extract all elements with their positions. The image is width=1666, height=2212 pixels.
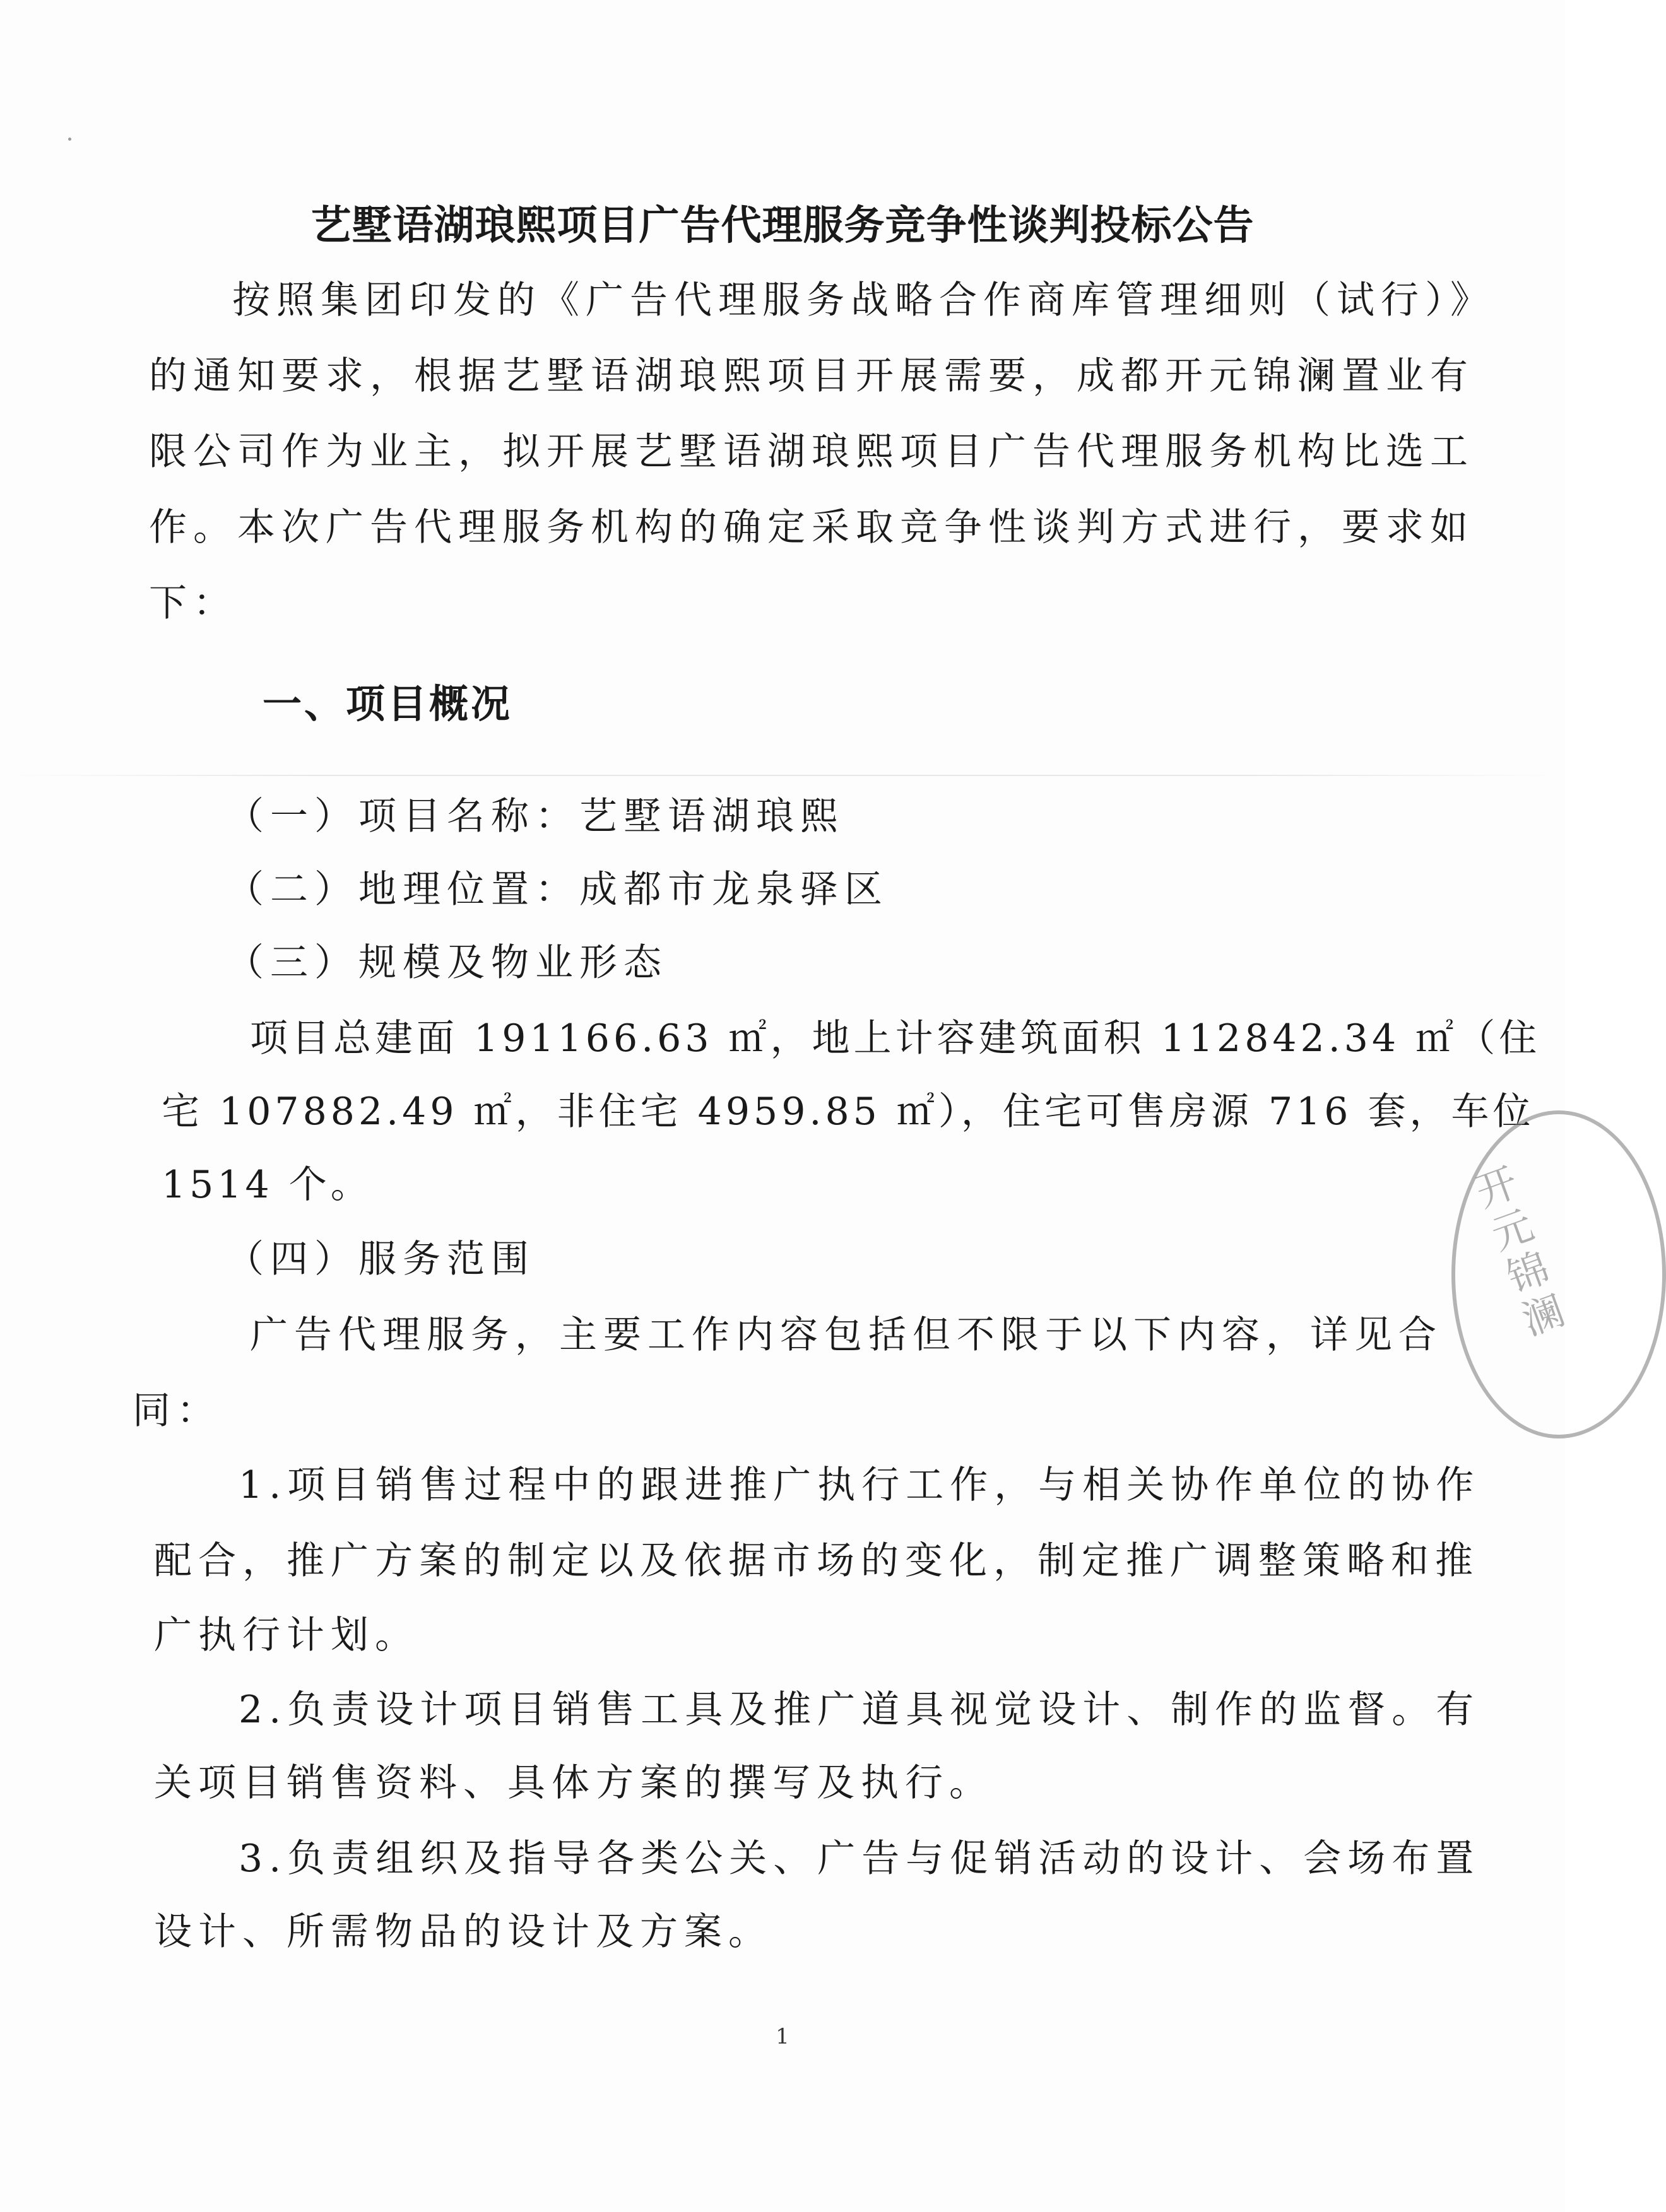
intro-line-3: 限公司作为业主，拟开展艺墅语湖琅熙项目广告代理服务机构比选工 xyxy=(149,430,1474,474)
scale-line-3: 1514 个。 xyxy=(162,1163,372,1207)
item-location: （二）地理位置：成都市龙泉驿区 xyxy=(226,868,889,912)
point-2-line-2: 关项目销售资料、具体方案的撰写及执行。 xyxy=(154,1761,993,1805)
page-number: 1 xyxy=(776,2024,789,2049)
item-scale-heading: （三）规模及物业形态 xyxy=(226,941,668,985)
item-project-name: （一）项目名称：艺墅语湖琅熙 xyxy=(226,794,844,838)
intro-line-1: 按照集团印发的《广告代理服务战略合作商库管理细则（试行）》 xyxy=(232,278,1494,322)
section-heading-project-overview: 一、项目概况 xyxy=(263,681,513,727)
company-seal-text: 开元锦澜 xyxy=(1470,1159,1571,1345)
item-scope-heading: （四）服务范围 xyxy=(226,1237,535,1281)
scale-line-2: 宅 107882.49 ㎡，非住宅 4959.85 ㎡），住宅可售房源 716 套，车位 xyxy=(162,1090,1535,1134)
point-2-line-1: 2.负责设计项目销售工具及推广道具视觉设计、制作的监督。有 xyxy=(239,1688,1480,1732)
point-1-line-2: 配合，推广方案的制定以及依据市场的变化，制定推广调整策略和推 xyxy=(154,1539,1479,1583)
scope-line-1: 广告代理服务，主要工作内容包括但不限于以下内容，详见合 xyxy=(250,1313,1443,1357)
point-3-line-1: 3.负责组织及指导各类公关、广告与促销活动的设计、会场布置 xyxy=(239,1837,1480,1881)
intro-line-4: 作。本次广告代理服务机构的确定采取竞争性谈判方式进行，要求如 xyxy=(149,505,1474,550)
point-3-line-2: 设计、所需物品的设计及方案。 xyxy=(154,1910,772,1954)
paper-fold-line xyxy=(0,775,1565,776)
intro-line-5: 下： xyxy=(149,581,237,625)
scale-line-1: 项目总建面 191166.63 ㎡，地上计容建筑面积 112842.34 ㎡（住 xyxy=(250,1016,1541,1061)
document-title: 艺墅语湖琅熙项目广告代理服务竞争性谈判投标公告 xyxy=(310,202,1255,249)
point-1-line-1: 1.项目销售过程中的跟进推广执行工作，与相关协作单位的协作 xyxy=(239,1463,1480,1507)
point-1-line-3: 广执行计划。 xyxy=(154,1613,419,1657)
intro-line-2: 的通知要求，根据艺墅语湖琅熙项目开展需要，成都开元锦澜置业有 xyxy=(149,354,1474,398)
scan-speck xyxy=(68,138,71,141)
scope-line-2: 同： xyxy=(133,1389,221,1433)
